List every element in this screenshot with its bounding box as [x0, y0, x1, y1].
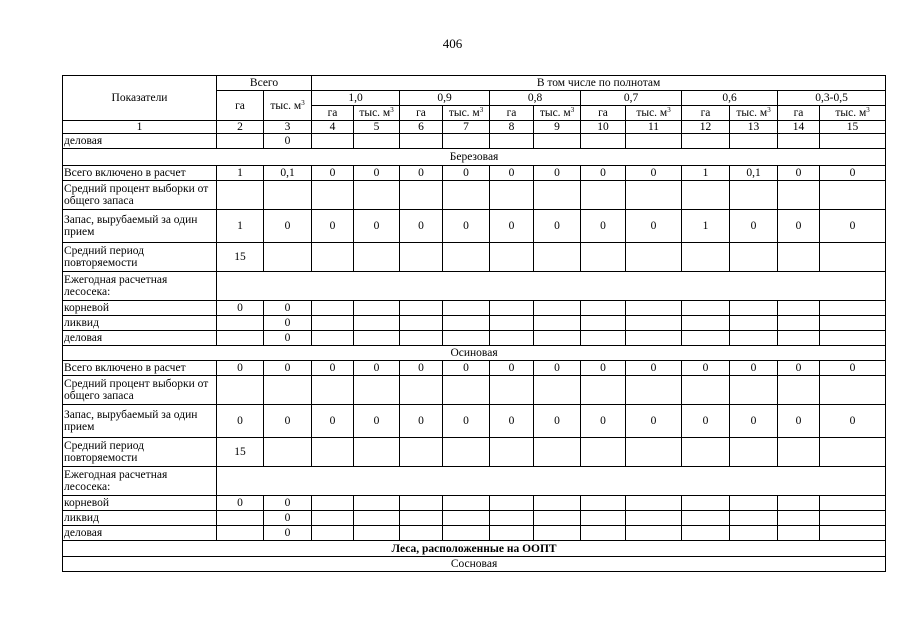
section-pine: Сосновая: [63, 557, 886, 572]
cell: 0: [264, 511, 312, 526]
table-row: [63, 467, 886, 496]
row-label: Ежегодная расчетная лесосека:: [63, 272, 217, 301]
col-number: 8: [490, 121, 534, 134]
table-row: [63, 438, 886, 467]
col-number: 9: [534, 121, 581, 134]
cell: 0: [217, 361, 264, 376]
cell: 0: [490, 210, 534, 243]
table-row: [63, 361, 886, 376]
total-ha-header: га: [217, 91, 264, 121]
indicators-header: Показатели: [63, 76, 217, 121]
cell: 0: [312, 405, 354, 438]
cell: 0: [490, 361, 534, 376]
ha-subheader: га: [490, 106, 534, 121]
cell: 15: [217, 438, 264, 467]
section-oopt: Леса, расположенные на ООПТ: [63, 541, 886, 557]
table-row: [63, 166, 886, 181]
header-row-1: [63, 76, 886, 91]
cell: 0,1: [730, 166, 778, 181]
table-row: [63, 331, 886, 346]
vol-subheader: тыс. $м^3$: [820, 106, 886, 121]
density-header: 0,9: [400, 91, 490, 106]
row-label: Всего включено в расчет: [63, 166, 217, 181]
cell: 1: [682, 210, 730, 243]
col-number: 4: [312, 121, 354, 134]
density-header: 0,6: [682, 91, 778, 106]
col-number: 10: [581, 121, 626, 134]
table-row: [63, 405, 886, 438]
density-header: 0,8: [490, 91, 581, 106]
cell: 0: [820, 361, 886, 376]
col-number: 7: [443, 121, 490, 134]
cell: 0: [730, 405, 778, 438]
row-label: деловая: [63, 134, 217, 149]
cell: 0: [581, 361, 626, 376]
col-number: 5: [354, 121, 400, 134]
cell: 1: [682, 166, 730, 181]
table-row: [63, 316, 886, 331]
cell: 0: [312, 210, 354, 243]
table-row: [63, 181, 886, 210]
cell: 0: [264, 316, 312, 331]
cell: 0: [354, 405, 400, 438]
row-label: Ежегодная расчетная лесосека:: [63, 467, 217, 496]
cell: 0,1: [264, 166, 312, 181]
cell: 0: [264, 496, 312, 511]
column-number-row: [63, 121, 886, 134]
cell: 0: [354, 210, 400, 243]
table-row: [63, 243, 886, 272]
section-birch: Березовая: [63, 149, 886, 166]
row-label: корневой: [63, 301, 217, 316]
table-row: [63, 301, 886, 316]
col-number: 1: [63, 121, 217, 134]
cell: 0: [534, 405, 581, 438]
breakdown-header: В том числе по полнотам: [312, 76, 886, 91]
row-label: Средний процент выборки от общего запаса: [63, 181, 217, 210]
cell: 0: [264, 301, 312, 316]
cell: 0: [217, 496, 264, 511]
cell: 0: [534, 210, 581, 243]
cell: 0: [354, 361, 400, 376]
table-row: [63, 526, 886, 541]
cell: 0: [820, 210, 886, 243]
section-row: [63, 346, 886, 361]
ha-subheader: га: [682, 106, 730, 121]
vol-subheader: тыс. $м^3$: [534, 106, 581, 121]
row-label: ликвид: [63, 511, 217, 526]
cell: 0: [400, 361, 443, 376]
row-label: Всего включено в расчет: [63, 361, 217, 376]
cell: 0: [682, 405, 730, 438]
row-label: деловая: [63, 331, 217, 346]
cell: 0: [626, 210, 682, 243]
ha-subheader: га: [581, 106, 626, 121]
row-label: Средний период повторяемости: [63, 438, 217, 467]
cell: 0: [312, 361, 354, 376]
cell: 1: [217, 166, 264, 181]
total-header: Всего: [217, 76, 312, 91]
cell: 0: [443, 361, 490, 376]
section-row: [63, 557, 886, 572]
cell: [217, 134, 264, 149]
row-label: Запас, вырубаемый за один прием: [63, 405, 217, 438]
cell: 0: [443, 405, 490, 438]
cell: 0: [778, 166, 820, 181]
page-number: 406: [442, 36, 463, 51]
cell: 0: [264, 361, 312, 376]
table-row: [63, 511, 886, 526]
table-row: [63, 210, 886, 243]
cell: 0: [264, 405, 312, 438]
cell: 0: [581, 166, 626, 181]
cell: 15: [217, 243, 264, 272]
cell: 0: [820, 405, 886, 438]
allowable-cut-table: [62, 75, 886, 572]
cell: 0: [581, 210, 626, 243]
table-row: [63, 134, 886, 149]
vol-subheader: тыс. $м^3$: [354, 106, 400, 121]
density-header: 1,0: [312, 91, 400, 106]
cell: 0: [534, 166, 581, 181]
row-label: деловая: [63, 526, 217, 541]
cell: 0: [820, 166, 886, 181]
cell: 0: [778, 210, 820, 243]
ha-subheader: га: [400, 106, 443, 121]
row-label: Средний период повторяемости: [63, 243, 217, 272]
section-row: [63, 149, 886, 166]
vol-subheader: тыс. $м^3$: [626, 106, 682, 121]
cell: 0: [626, 361, 682, 376]
cell: 0: [217, 301, 264, 316]
cell: 0: [490, 405, 534, 438]
col-number: 15: [820, 121, 886, 134]
cell: 0: [264, 526, 312, 541]
cell: 0: [400, 210, 443, 243]
cell: 0: [626, 405, 682, 438]
cell: 0: [682, 361, 730, 376]
col-number: 2: [217, 121, 264, 134]
col-number: 12: [682, 121, 730, 134]
cell: 0: [400, 405, 443, 438]
row-label: корневой: [63, 496, 217, 511]
cell: 0: [400, 166, 443, 181]
cell: 0: [354, 166, 400, 181]
col-number: 6: [400, 121, 443, 134]
cell: 1: [217, 210, 264, 243]
table-row: [63, 376, 886, 405]
col-number: 13: [730, 121, 778, 134]
table-row: [63, 272, 886, 301]
vol-subheader: тыс. $м^3$: [443, 106, 490, 121]
cell: 0: [217, 405, 264, 438]
cell: 0: [778, 361, 820, 376]
col-number: 14: [778, 121, 820, 134]
total-vol-header: тыс. $м^3$: [264, 91, 312, 121]
cell: 0: [626, 166, 682, 181]
col-number: 11: [626, 121, 682, 134]
cell: 0: [264, 210, 312, 243]
section-row: [63, 541, 886, 557]
vol-subheader: тыс. $м^3$: [730, 106, 778, 121]
cell: 0: [730, 210, 778, 243]
row-label: Средний процент выборки от общего запаса: [63, 376, 217, 405]
ha-subheader: га: [778, 106, 820, 121]
row-label: ликвид: [63, 316, 217, 331]
cell: 0: [264, 331, 312, 346]
ha-subheader: га: [312, 106, 354, 121]
row-label: Запас, вырубаемый за один прием: [63, 210, 217, 243]
table-row: [63, 496, 886, 511]
col-number: 3: [264, 121, 312, 134]
cell: 0: [730, 361, 778, 376]
section-aspen: Осиновая: [63, 346, 886, 361]
density-header: 0,7: [581, 91, 682, 106]
cell: 0: [534, 361, 581, 376]
cell: 0: [443, 210, 490, 243]
cell: 0: [312, 166, 354, 181]
cell: 0: [581, 405, 626, 438]
cell: 0: [264, 134, 312, 149]
cell: 0: [490, 166, 534, 181]
cell: 0: [443, 166, 490, 181]
density-header: 0,3-0,5: [778, 91, 886, 106]
cell: 0: [778, 405, 820, 438]
